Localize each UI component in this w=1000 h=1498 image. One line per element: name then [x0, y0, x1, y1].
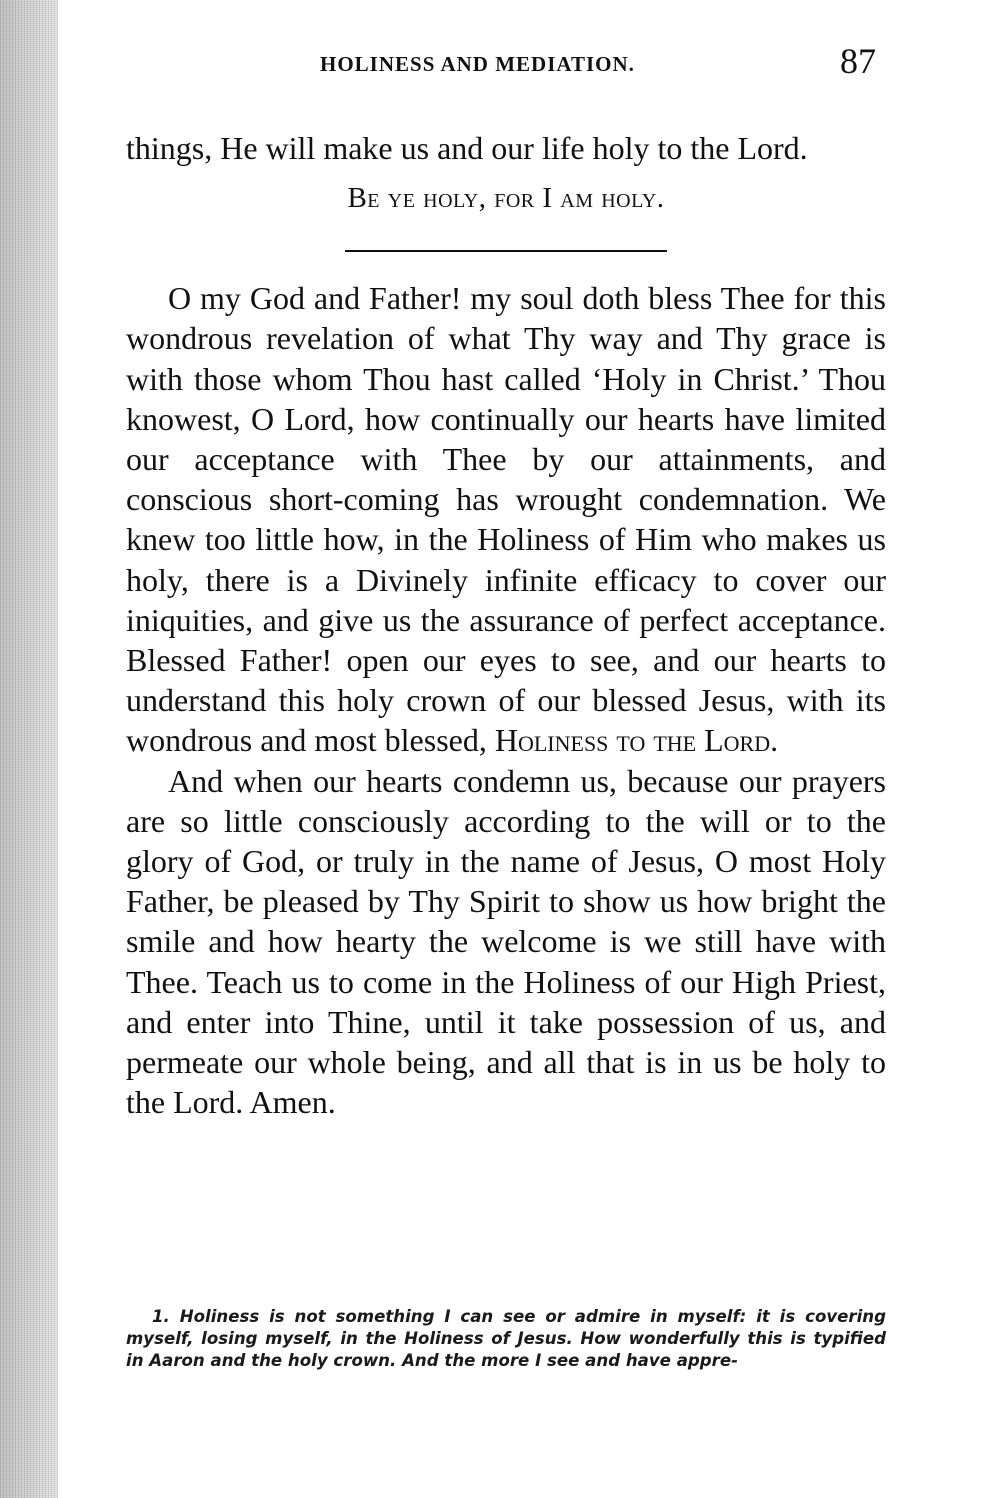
- page-edge-shading: [0, 0, 58, 1498]
- lead-text: things, He will make us and our life holy to the Lord.: [126, 130, 808, 166]
- divider-rule: [345, 250, 667, 252]
- section-heading: Be ye holy, for I am holy.: [347, 182, 665, 215]
- footnote: 1. Holiness is not something I can see or admire in myself: it is covering myself, losing myself, in the Holiness of Jesus. How wonderfully this is typified in Aaron and the holy crown. And the more I see and have appre-: [126, 1307, 886, 1370]
- main-text: [126, 128, 886, 1122]
- prayer-paragraph-1: [126, 278, 886, 760]
- running-head: HOLINESS AND MEDIATION.: [320, 52, 635, 76]
- prayer-paragraph-1-text: O my God and Father! my soul doth bless Thee for this wondrous revelation of what Thy way and Thy grace is with those whom Thou hast called ‘Holy in Christ.’ Thou knowest, O Lord, how continually our hearts have limited our acceptance with Thee by our attainments, and conscious short-coming has wrought condemnation. We knew too little how, in the Holiness of Him who makes us holy, there is a Divinely infinite efficacy to cover our iniquities, and give us the assurance of perfect acceptance. Blessed Father! open our eyes to see, and our hearts to understand this holy crown of our blessed Jesus, with its wondrous and most blessed,: [126, 280, 886, 759]
- prayer-paragraph-2: And when our hearts condemn us, because our prayers are so little consciously according to the will or to the glory of God, or truly in the name of Jesus, O most Holy Father, be pleased by Thy Spirit to show us how bright the smile and how hearty the welcome is we still have with Thee. Teach us to come in the Holiness of our High Priest, and enter into Thine, until it take possession of us, and permeate our whole being, and all that is in us be holy to the Lord. Amen.: [126, 762, 886, 1121]
- prayer-paragraph-1-smallcaps: Holiness to the Lord.: [494, 722, 779, 759]
- page-number: 87: [840, 41, 876, 81]
